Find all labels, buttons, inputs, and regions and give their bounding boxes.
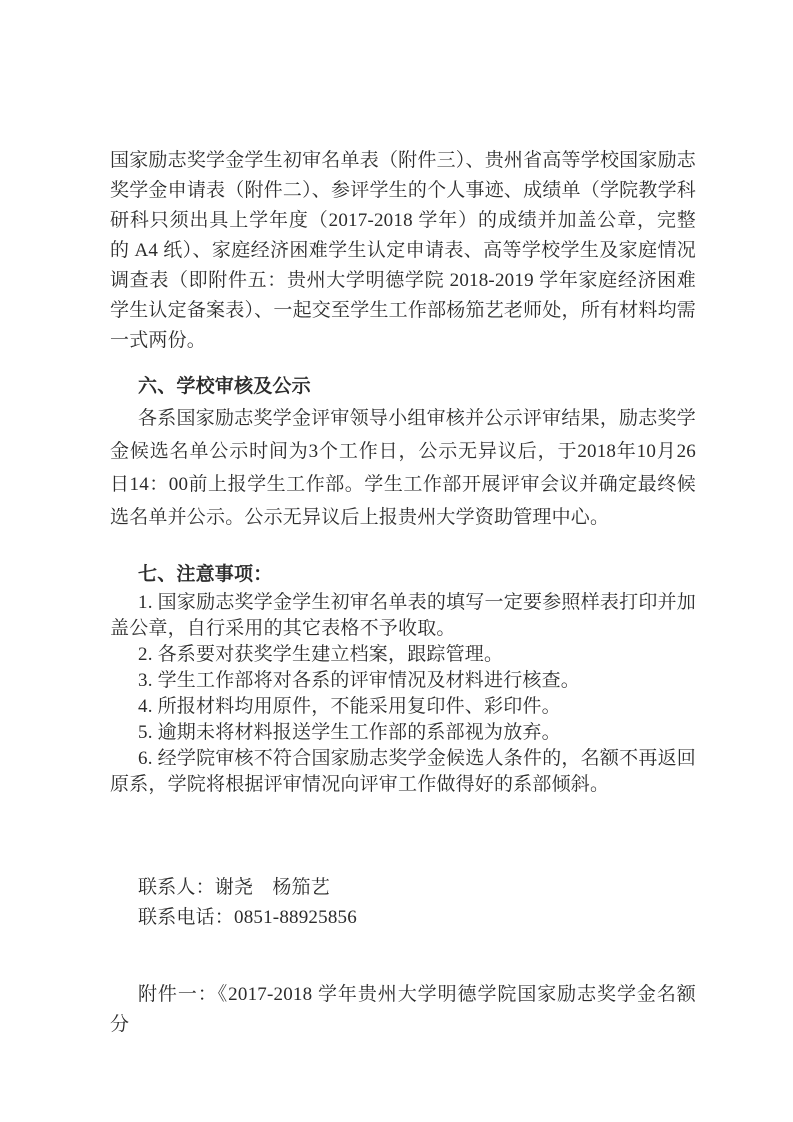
section-six-paragraph: 各系国家励志奖学金评审领导小组审核并公示评审结果，励志奖学金候选名单公示时间为3个工作日，公示无异议后，于2018年10月26日14：00前上报学生工作部。学生工作部开展评审会议并确定最终候选名单并公示。公示无异议后上报贵州大学资助管理中心。 (110, 408, 696, 528)
note-item-2: 2. 各系要对获奖学生建立档案，跟踪管理。 (138, 644, 504, 665)
note-item-6: 6. 经学院审核不符合国家励志奖学金候选人条件的，名额不再返回原系，学院将根据评审情况向评审工作做得好的系部倾斜。 (110, 748, 696, 795)
attachment-one-line: 附件一：《2017-2018 学年贵州大学明德学院国家励志奖学金名额分 (110, 984, 696, 1035)
section-seven-heading: 七、注意事项： (138, 564, 273, 585)
note-item-4: 4. 所报材料均用原件，不能采用复印件、彩印件。 (138, 696, 561, 717)
contact-phone-line: 联系电话：0851-88925856 (138, 907, 357, 928)
section-six-heading: 六、学校审核及公示 (138, 376, 311, 397)
note-item-5: 5. 逾期未将材料报送学生工作部的系部视为放弃。 (138, 722, 561, 743)
contact-block (110, 873, 696, 933)
notes-list (110, 590, 696, 798)
note-item-3: 3. 学生工作部将对各系的评审情况及材料进行核查。 (138, 670, 581, 691)
paragraph-materials: 国家励志奖学金学生初审名单表（附件三）、贵州省高等学校国家励志奖学金申请表（附件二）、参评学生的个人事迹、成绩单（学院教学科研科只须出具上学年度（2017-2018 学年）的成绩并加盖公章，完整的 A4 纸）、家庭经济困难学生认定申请表、高等学校学生及家庭情况调查表（即附件五：贵州大学明德学院 2018-2019 学年家庭经济困难学生认定备案表）、一起交至学生工作部杨笳艺老师处，所有材料均需一式两份。 (110, 150, 696, 351)
document-content (110, 146, 696, 1040)
contact-person-line: 联系人：谢尧 杨笳艺 (138, 877, 331, 898)
note-item-1: 1. 国家励志奖学金学生初审名单表的填写一定要参照样表打印并加盖公章，自行采用的其它表格不予收取。 (110, 592, 696, 639)
